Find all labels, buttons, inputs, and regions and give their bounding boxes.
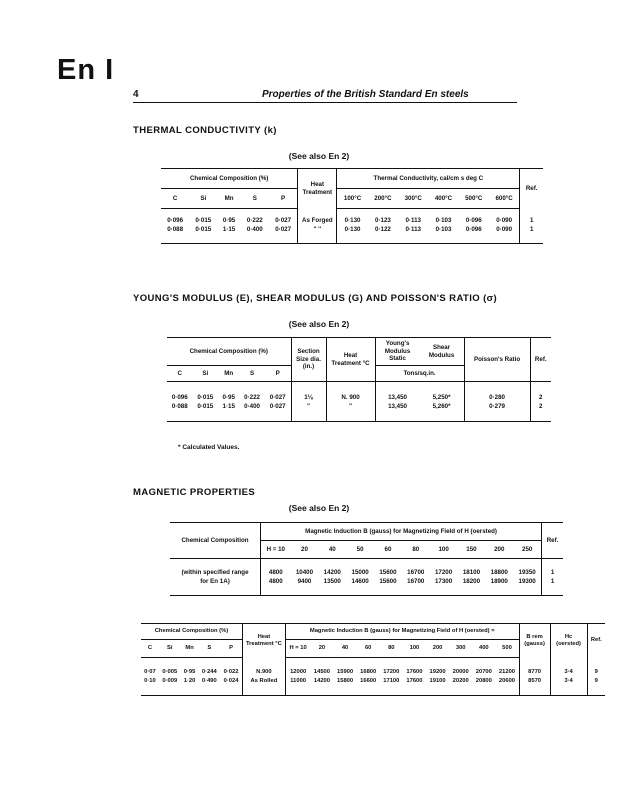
h-head: 400: [472, 640, 495, 658]
cell: 8570: [519, 677, 550, 686]
cell: 0·090: [496, 217, 513, 225]
h-head: H = 10: [261, 541, 291, 559]
cell: 20700: [475, 668, 492, 675]
element-head: C: [141, 640, 159, 658]
cell: 19350: [518, 569, 536, 577]
h-head: 300: [449, 640, 472, 658]
cell: 0·024: [223, 677, 239, 684]
cell: 1: [520, 226, 543, 235]
cell: 0·07: [144, 668, 156, 675]
cell: 20600: [498, 677, 516, 684]
unit-head: Tons/sq.in.: [375, 366, 464, 382]
cell: 18900: [490, 578, 508, 586]
chem-head: Chemical Composition (%): [141, 624, 242, 640]
cell: N. 900: [326, 394, 375, 403]
cell: 0·280: [464, 394, 530, 403]
ref-head: Ref.: [587, 624, 605, 658]
heat-head: Heat Treatment °C: [326, 338, 375, 382]
cell: 20800: [475, 677, 492, 684]
h-head: 500: [495, 640, 519, 658]
cell: 4800: [261, 569, 291, 578]
cell: 17100: [383, 677, 400, 684]
cell: 18800: [490, 569, 508, 577]
table-row: [141, 668, 605, 677]
cell: 0·096: [465, 217, 482, 225]
element-head: S: [199, 640, 221, 658]
heat-head: Heat Treatment: [298, 169, 337, 209]
cell: 21200: [498, 668, 516, 675]
cell: 14200: [313, 677, 330, 684]
cell: '': [326, 403, 375, 412]
cell: 0·096: [167, 217, 184, 225]
cell: 14500: [313, 668, 330, 675]
cell: 0·279: [464, 403, 530, 412]
cell: 5,250*: [432, 394, 451, 402]
cell: 1: [520, 217, 543, 226]
cell: 0·113: [405, 217, 421, 225]
cell: 13,450: [375, 403, 420, 412]
cell: 17200: [383, 668, 400, 675]
cell: '': [291, 403, 326, 412]
cell: 9400: [297, 578, 312, 586]
table-row: [141, 677, 605, 686]
h-head: H = 10: [285, 640, 310, 658]
chem-head: Chemical Composition (%): [161, 169, 298, 189]
cell: As Forged: [298, 217, 337, 226]
cell: 10400: [295, 569, 314, 577]
element-head: P: [265, 366, 291, 382]
cell: 20200: [452, 677, 469, 684]
cell: 0·103: [435, 217, 452, 225]
element-head: Si: [159, 640, 181, 658]
cell: 1·15: [222, 226, 236, 234]
table-row: [170, 578, 563, 587]
cell: 0·244: [201, 668, 217, 675]
cell: 16700: [407, 578, 425, 586]
thermal-section-title: THERMAL CONDUCTIVITY (k): [133, 125, 277, 136]
cell: 17600: [406, 677, 423, 684]
cell: 0·95: [183, 668, 196, 675]
cell: 3·4: [550, 677, 587, 686]
cell: 20000: [452, 668, 469, 675]
cell: 14600: [351, 578, 369, 586]
cell: 0·015: [195, 226, 212, 234]
cell: 0·015: [195, 217, 212, 225]
cell: 0·027: [269, 403, 286, 411]
induction-head: Magnetic Induction B (gauss) for Magnetizing Field of H (oersted) =: [285, 624, 519, 640]
poisson-head: Poisson's Ratio: [464, 338, 530, 382]
youngs-see-also: (See also En 2): [288, 319, 350, 329]
cell: 15600: [379, 569, 397, 577]
temp-head: 200°C: [368, 189, 398, 209]
cell: 17600: [406, 668, 423, 675]
h-head: 80: [402, 541, 430, 559]
cell: 19300: [518, 578, 536, 586]
cell: 1·15: [222, 403, 235, 411]
cell: 0·027: [275, 226, 292, 234]
h-head: 200: [426, 640, 449, 658]
table-row: [161, 226, 543, 235]
cell: 15000: [351, 569, 369, 577]
cell: 9: [587, 668, 605, 677]
element-head: Si: [189, 189, 217, 209]
page-title: En I: [57, 54, 115, 86]
cell: 0·103: [435, 226, 452, 234]
cell: 0·490: [201, 677, 217, 684]
cell: for En 1A): [200, 578, 230, 586]
cell: 0·130: [337, 226, 368, 235]
cell: 17300: [434, 578, 453, 586]
cell: 0·222: [244, 394, 260, 402]
heat-head: Heat Treatment °C: [242, 624, 285, 658]
cell: 19100: [429, 677, 446, 684]
magnetic-table-2: [141, 623, 605, 696]
cell: 11000: [285, 677, 310, 686]
cell: 8770: [519, 668, 550, 677]
cell: 1: [542, 578, 563, 587]
element-head: P: [220, 640, 242, 658]
cell: 0·130: [337, 217, 368, 226]
tc-head: Thermal Conductivity, cal/cm s deg C: [337, 169, 520, 189]
cell: 17200: [434, 569, 453, 577]
h-head: 40: [318, 541, 346, 559]
cell: 2: [530, 394, 551, 403]
cell: 15900: [337, 668, 354, 675]
h-head: 150: [458, 541, 486, 559]
h-head: 60: [357, 640, 380, 658]
cell: '' '': [298, 226, 337, 235]
ym-head: Young's Modulus Static: [375, 338, 420, 366]
thermal-table: [161, 168, 543, 244]
cell: 14200: [323, 569, 341, 577]
header-rule: [133, 102, 517, 103]
cell: 19200: [429, 668, 446, 675]
cell: 0·096: [171, 394, 188, 402]
table-row: [161, 217, 543, 226]
cell: 0·015: [197, 403, 214, 411]
cell: 16800: [360, 668, 377, 675]
cell: 0·088: [167, 226, 184, 234]
h-head: 100: [403, 640, 426, 658]
ref-head: Ref.: [530, 338, 551, 382]
cell: 4800: [261, 578, 291, 587]
temp-head: 300°C: [398, 189, 428, 209]
cell: 0·222: [246, 217, 263, 225]
cell: 18100: [462, 569, 481, 577]
element-head: Si: [193, 366, 219, 382]
youngs-table: [167, 337, 551, 422]
cell: 0·95: [222, 394, 235, 402]
h-head: 40: [334, 640, 357, 658]
magnetic-see-also: (See also En 2): [288, 503, 350, 513]
h-head: 250: [513, 541, 541, 559]
magnetic-table-1: [170, 522, 563, 596]
cell: 16700: [407, 569, 425, 577]
calculated-note: * Calculated Values.: [178, 444, 240, 451]
cell: 18200: [462, 578, 481, 586]
youngs-section-title: YOUNG'S MODULUS (E), SHEAR MODULUS (G) AND POISSON'S RATIO (σ): [133, 293, 498, 304]
cell: 1⅛: [291, 394, 326, 403]
table-row: [170, 569, 563, 578]
cell: 0·123: [375, 217, 391, 225]
cell: 0·122: [375, 226, 391, 234]
element-head: P: [269, 189, 298, 209]
cell: 0·096: [465, 226, 482, 234]
cell: 12000: [285, 668, 310, 677]
cell: 9: [587, 677, 605, 686]
sm-head: Shear Modulus: [420, 338, 465, 366]
cell: 0·027: [269, 394, 286, 402]
table-row: [167, 394, 551, 403]
h-head: 80: [380, 640, 403, 658]
h-head: 50: [346, 541, 374, 559]
temp-head: 600°C: [489, 189, 520, 209]
cell: 0·022: [223, 668, 239, 675]
cell: 15800: [337, 677, 354, 684]
temp-head: 100°C: [337, 189, 368, 209]
cell: 0·027: [275, 217, 292, 225]
cell: 1·20: [183, 677, 196, 684]
h-head: 200: [485, 541, 513, 559]
cell: 0·009: [162, 677, 178, 684]
cell: 3·4: [550, 668, 587, 677]
h-head: 20: [310, 640, 333, 658]
element-head: S: [241, 189, 269, 209]
induction-head: Magnetic Induction B (gauss) for Magnetizing Field of H (oersted): [261, 523, 542, 541]
ref-head: Ref.: [520, 169, 543, 209]
section-head: Section Size dia. (in.): [291, 338, 326, 382]
cell: 0·95: [222, 217, 236, 225]
table-row: [167, 403, 551, 412]
h-head: 100: [430, 541, 458, 559]
hc-head: Hc (oersted): [550, 624, 587, 658]
cell: (within specified range: [181, 569, 249, 577]
chem-head: Chemical Composition: [170, 523, 261, 559]
cell: 0·088: [171, 403, 188, 411]
element-head: C: [167, 366, 193, 382]
magnetic-section-title: MAGNETIC PROPERTIES: [133, 487, 256, 498]
temp-head: 400°C: [428, 189, 458, 209]
element-head: Mn: [217, 189, 240, 209]
thermal-see-also: (See also En 2): [288, 151, 350, 161]
element-head: Mn: [218, 366, 239, 382]
running-head: Properties of the British Standard En steels: [262, 89, 469, 100]
cell: 13500: [323, 578, 341, 586]
cell: 0·10: [144, 677, 156, 684]
page-number: 4: [133, 89, 139, 100]
cell: 0·113: [405, 226, 421, 234]
cell: 5,260*: [432, 403, 451, 411]
chem-head: Chemical Composition (%): [167, 338, 291, 366]
cell: 0·400: [244, 403, 260, 411]
element-head: C: [161, 189, 189, 209]
cell: 1: [542, 569, 563, 578]
cell: As Rolled: [242, 677, 285, 686]
temp-head: 500°C: [459, 189, 489, 209]
element-head: S: [239, 366, 265, 382]
cell: 0·090: [496, 226, 513, 234]
cell: 16600: [360, 677, 377, 684]
h-head: 60: [374, 541, 402, 559]
cell: N.900: [242, 668, 285, 677]
cell: 0·400: [246, 226, 263, 234]
cell: 2: [530, 403, 551, 412]
h-head: 20: [291, 541, 319, 559]
cell: 13,450: [375, 394, 420, 403]
cell: 15600: [379, 578, 397, 586]
element-head: Mn: [181, 640, 199, 658]
brem-head: B rem (gauss): [519, 624, 550, 658]
cell: 0·005: [162, 668, 178, 675]
cell: 0·015: [197, 394, 214, 402]
ref-head: Ref.: [542, 523, 563, 559]
